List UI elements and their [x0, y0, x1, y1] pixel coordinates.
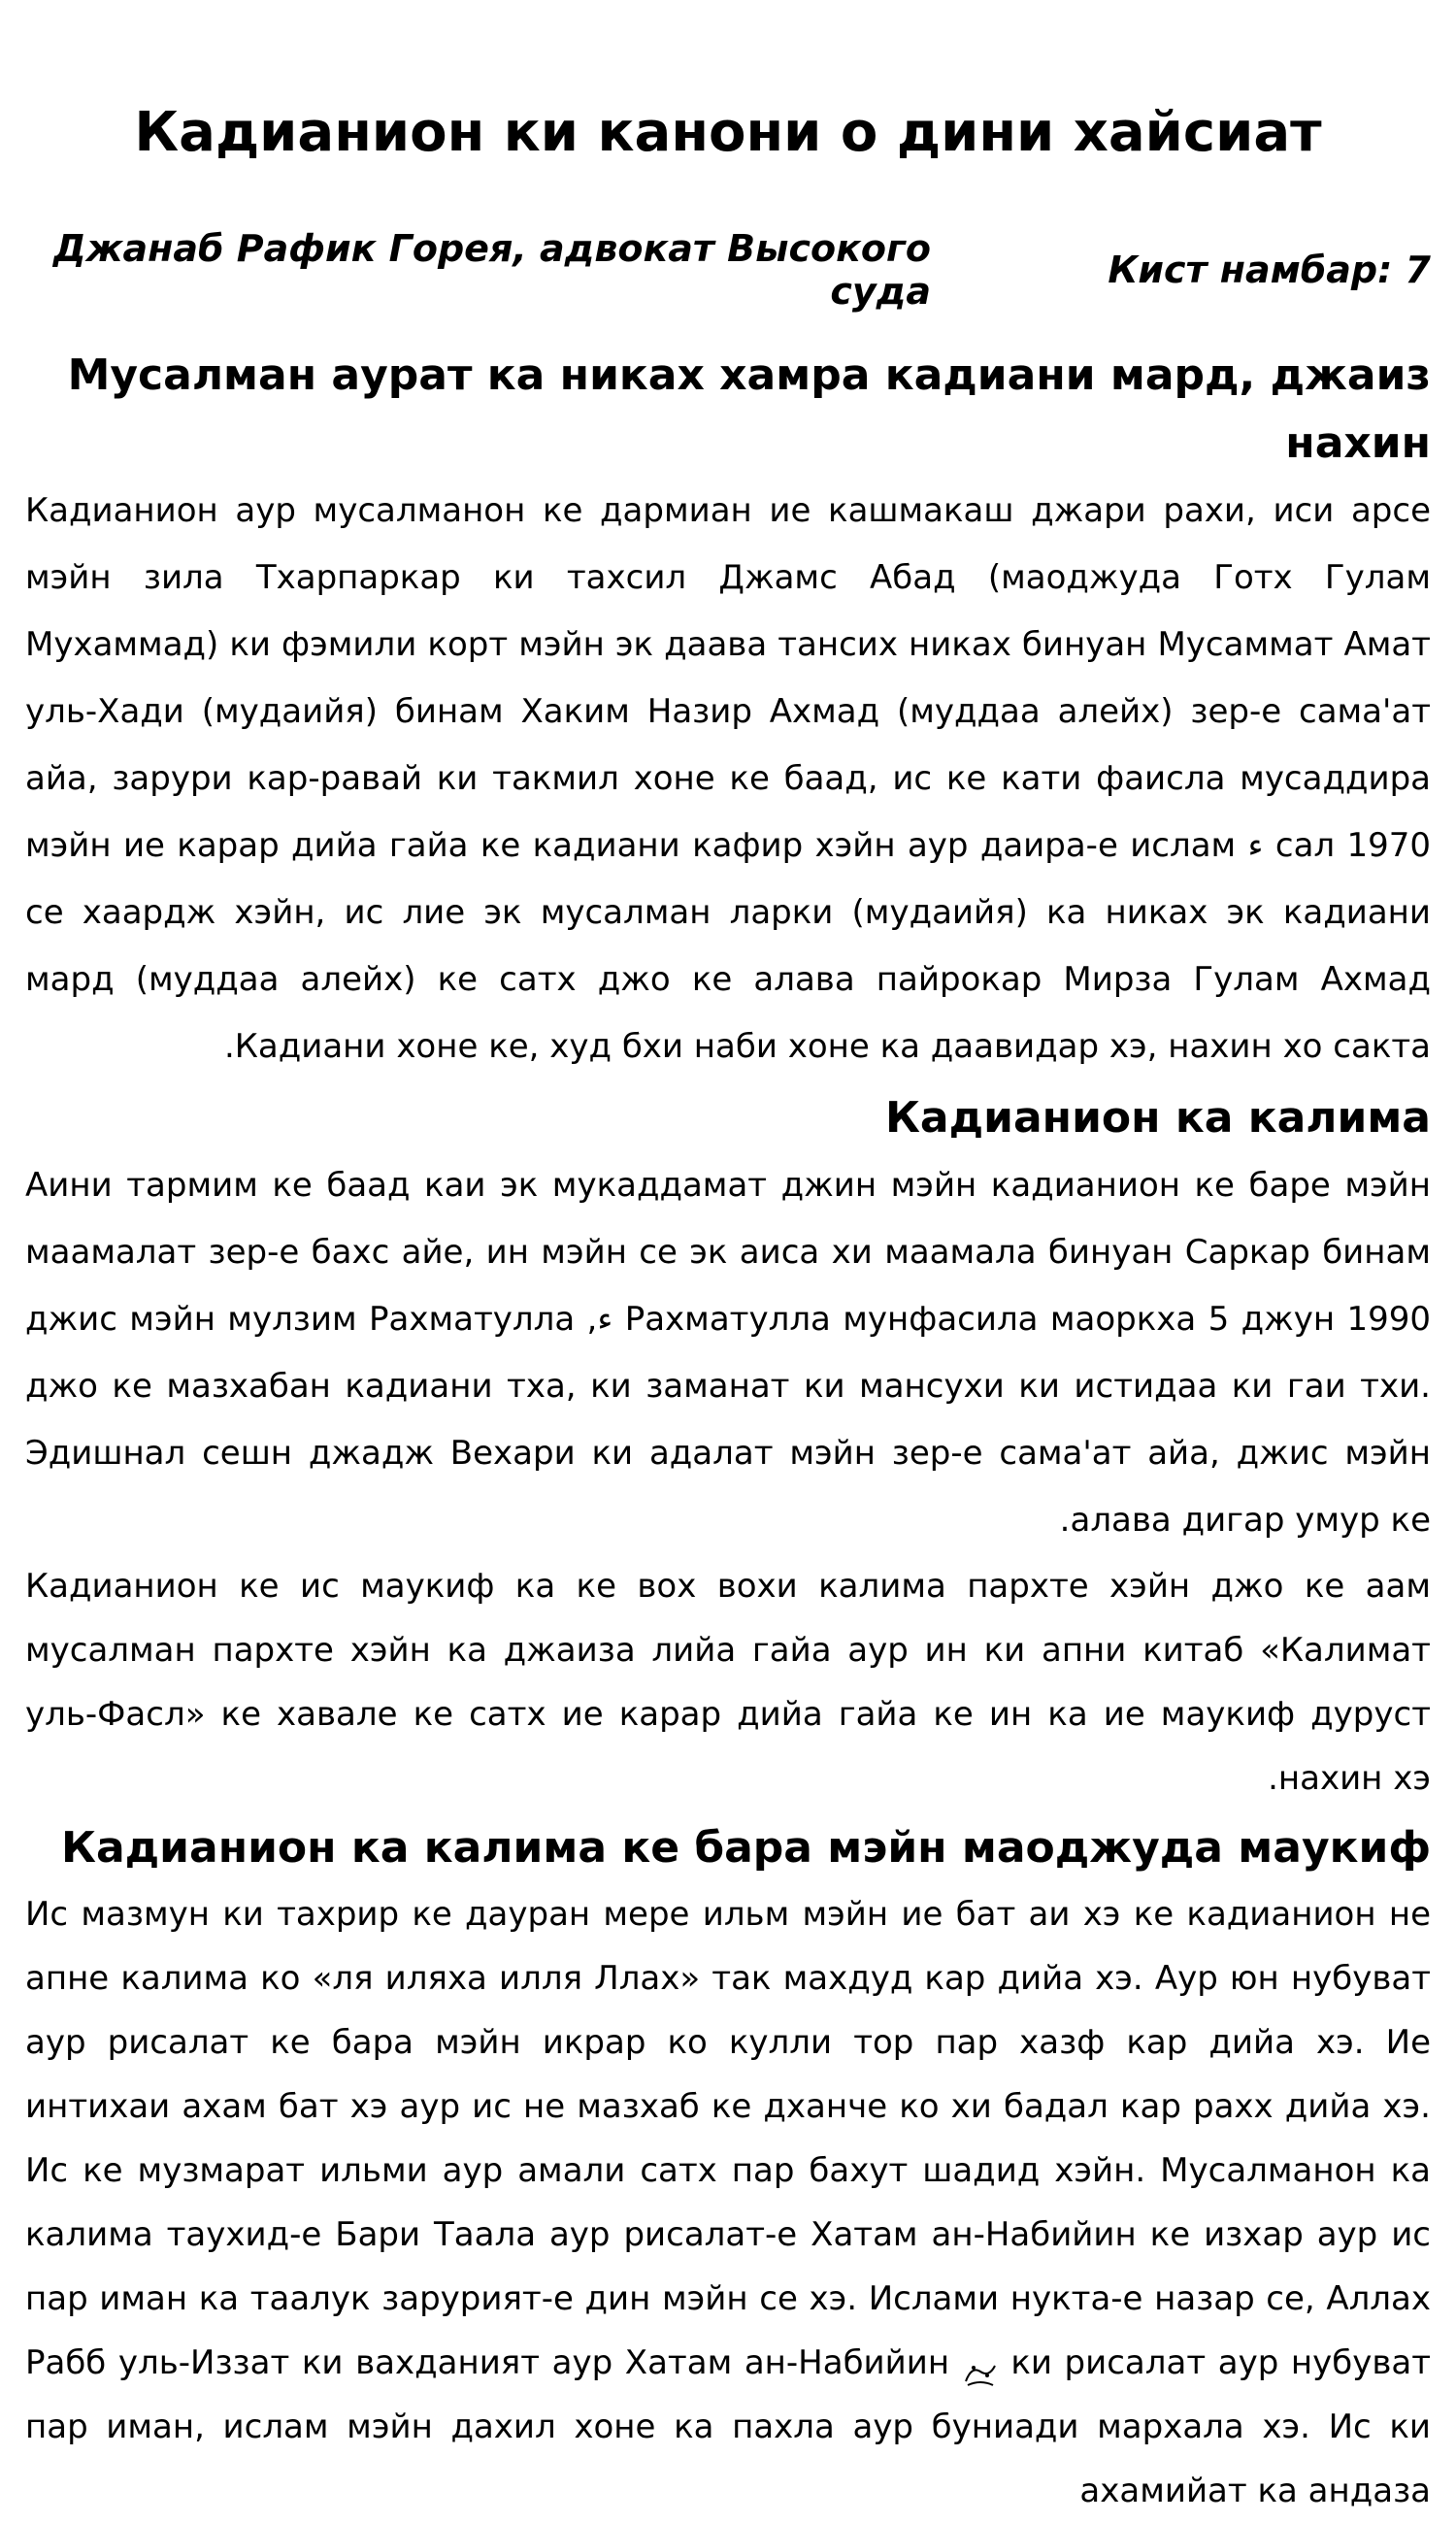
paragraph-kalima-1: Аини тармим ке баад каи эк мукаддамат джин мэйн кадианион ке баре мэйн маамалат зер-е бахс айе, ин мэйн се эк аиса хи маамала бинуан Саркар бинам Рахматулла мунфасила маоркха 5 джун 1990 ء, джис мэйн мулзим Рахматулла джо ке мазхабан кадиани тха, ки заманат ки мансухи ки истидаа ки гаи тхи. Эдишнал сешн джадж Вехари ки адалат мэйн зер-е сама'ат айа, джис мэйн алава дигар умур ке.: [25, 1166, 1431, 1540]
section-kalima: [25, 1084, 1431, 1810]
section-heading-current-position: Кадианион ка калима ке бара мэйн маоджуда маукиф: [60, 1823, 1431, 1873]
episode-number: Кист намбар: 7: [1108, 249, 1431, 291]
paragraph-current-position-end: ки рисалат аур нубуват пар иман, ислам мэйн дахил хоне ка пахла аур буниади мархала хэ. Ис ки ахамийат ка андаза: [25, 2343, 1432, 2510]
paragraph-current-position-text: Ис мазмун ки тахрир ке дауран мере ильм мэйн ие бат аи хэ ке кадианион не апне калима ко «ля иляха илля Ллах» так махдуд кар дийа хэ. Аур юн нубуват аур рисалат ке бара мэйн икрар ко кулли тор пар хазф кар дийа хэ. Ие интихаи ахам бат хэ аур ис не мазхаб ке дханче ко хи бадал кар рахх дийа хэ. Ис ке музмарат ильми аур амали сатх пар бахут шадид хэйн. Мусалманон ка калима таухид-е Бари Таала аур рисалат-е Хатам ан-Набийин ке изхар аур ис пар иман ка таалук зарурият-е дин мэйн се хэ. Ислами нукта-е назар се, Аллах Рабб уль-Иззат ки вахданият аур Хатам ан-Набийин: [25, 1895, 1431, 2382]
section-marriage: [25, 342, 1431, 1080]
section-heading-kalima: Кадианион ка калима: [884, 1093, 1431, 1143]
paragraph-marriage: Кадианион аур мусалманон ке дармиан ие кашмакаш джари рахи, иси арсе мэйн зила Тхарпаркар ки тахсил Джамс Абад (маоджуда Готх Гулам Мухаммад) ки фэмили корт мэйн эк даава тансих никах бинуан Мусаммат Амат уль-Хади (мудаийя) бинам Хаким Назир Ахмад (муддаа алейх) зер-е сама'ат айа, зарури кар-равай ки такмил хоне ке баад, ис ке кати фаисла мусаддира сал 1970 ء мэйн ие карар дийа гайа ке кадиани кафир хэйн аур даира-е ислам се хаардж хэйн, ис лие эк мусалман ларки (мудаийя) ка никах эк кадиани мард (муддаа алейх) ке сатх джо ке алава пайрокар Мирза Гулам Ахмад Кадиани хоне ке, худ бхи наби хоне ка даавидар хэ, нахин хо сакта.: [25, 491, 1431, 1066]
honorific-seal-icon: [962, 2348, 999, 2381]
section-current-position: [25, 1814, 1431, 2523]
author-line: Джанаб Рафик Горея, адвокат Высокого суда: [52, 227, 931, 313]
paragraph-current-position: [25, 1882, 1431, 2523]
paragraph-kalima-2: Кадианион ке ис маукиф ка ке вох вохи калима пархте хэйн джо ке аам мусалман пархте хэйн ка джаиза лийа гайа аур ин ки апни китаб «Калимат уль-Фасл» ке хавале ке сатх ие карар дийа гайа ке ин ка ие маукиф дуруст нахин хэ.: [25, 1567, 1431, 1798]
page-title: Кадианион ки канони о дини хайсиат: [134, 101, 1322, 164]
byline: [25, 227, 1431, 313]
section-heading-marriage: Мусалман аурат ка никах хамра кадиани мард, джаиз нахин: [67, 350, 1431, 468]
